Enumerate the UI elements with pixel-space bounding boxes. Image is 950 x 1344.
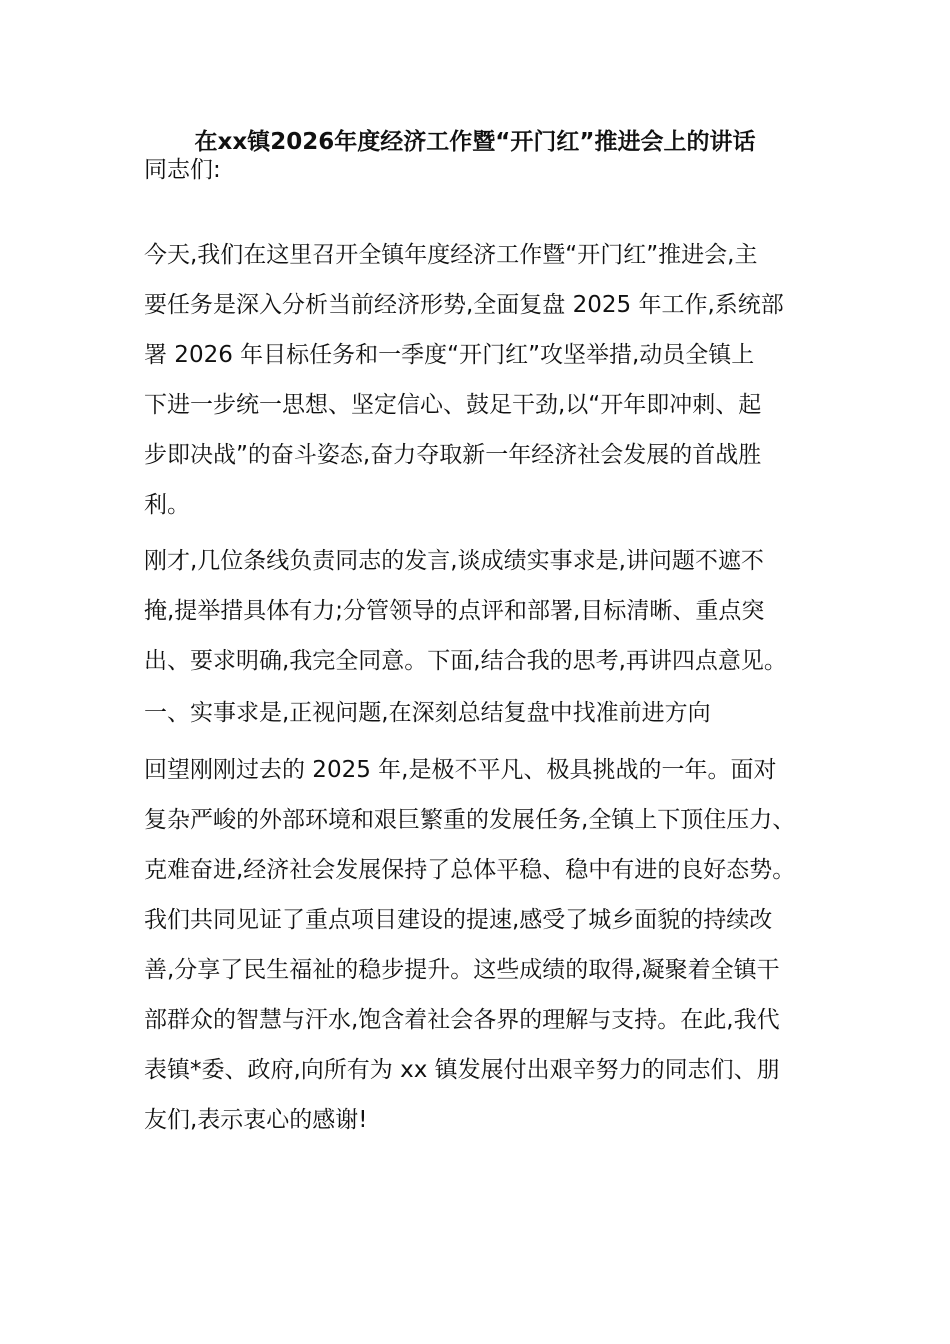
paragraph-line: 友们,表示衷心的感谢! xyxy=(144,1107,368,1133)
paragraph-line: 复杂严峻的外部环境和艰巨繁重的发展任务,全镇上下顶住压力、 xyxy=(144,807,796,833)
paragraph-line: 回望刚刚过去的 2025 年,是极不平凡、极具挑战的一年。面对 xyxy=(144,757,777,783)
paragraph-line: 刚才,几位条线负责同志的发言,谈成绩实事求是,讲问题不遮不 xyxy=(144,548,764,574)
paragraph-line: 下进一步统一思想、坚定信心、鼓足干劲,以“开年即冲刺、起 xyxy=(144,392,762,418)
paragraph-line: 署 2026 年目标任务和一季度“开门红”攻坚举措,动员全镇上 xyxy=(144,342,755,368)
paragraph-line: 步即决战”的奋斗姿态,奋力夺取新一年经济社会发展的首战胜 xyxy=(144,442,762,468)
paragraph-line: 善,分享了民生福祉的稳步提升。这些成绩的取得,凝聚着全镇干 xyxy=(144,957,780,983)
paragraph-opening xyxy=(144,230,816,530)
paragraph-line: 要任务是深入分析当前经济形势,全面复盘 2025 年工作,系统部 xyxy=(144,292,784,318)
paragraph-line: 出、要求明确,我完全同意。下面,结合我的思考,再讲四点意见。 xyxy=(144,648,787,674)
paragraph-review xyxy=(144,536,816,686)
paragraph-line: 掩,提举措具体有力;分管领导的点评和部署,目标清晰、重点突 xyxy=(144,598,765,624)
paragraph-section-one xyxy=(144,745,816,1145)
salutation xyxy=(144,145,816,195)
paragraph-line: 克难奋进,经济社会发展保持了总体平稳、稳中有进的良好态势。 xyxy=(144,857,796,883)
paragraph-line: 表镇*委、政府,向所有为 xx 镇发展付出艰辛努力的同志们、朋 xyxy=(144,1057,780,1083)
paragraph-line: 部群众的智慧与汗水,饱含着社会各界的理解与支持。在此,我代 xyxy=(144,1007,780,1033)
document-title: 在xx镇2026年度经济工作暨“开门红”推进会上的讲话 xyxy=(194,129,756,155)
salutation-text: 同志们: xyxy=(144,157,221,183)
section-heading xyxy=(144,688,816,738)
paragraph-line: 我们共同见证了重点项目建设的提速,感受了城乡面貌的持续改 xyxy=(144,907,773,933)
paragraph-line: 利。 xyxy=(144,492,190,518)
paragraph-line: 今天,我们在这里召开全镇年度经济工作暨“开门红”推进会,主 xyxy=(144,242,758,268)
section-heading-text: 一、实事求是,正视问题,在深刻总结复盘中找准前进方向 xyxy=(144,700,711,726)
